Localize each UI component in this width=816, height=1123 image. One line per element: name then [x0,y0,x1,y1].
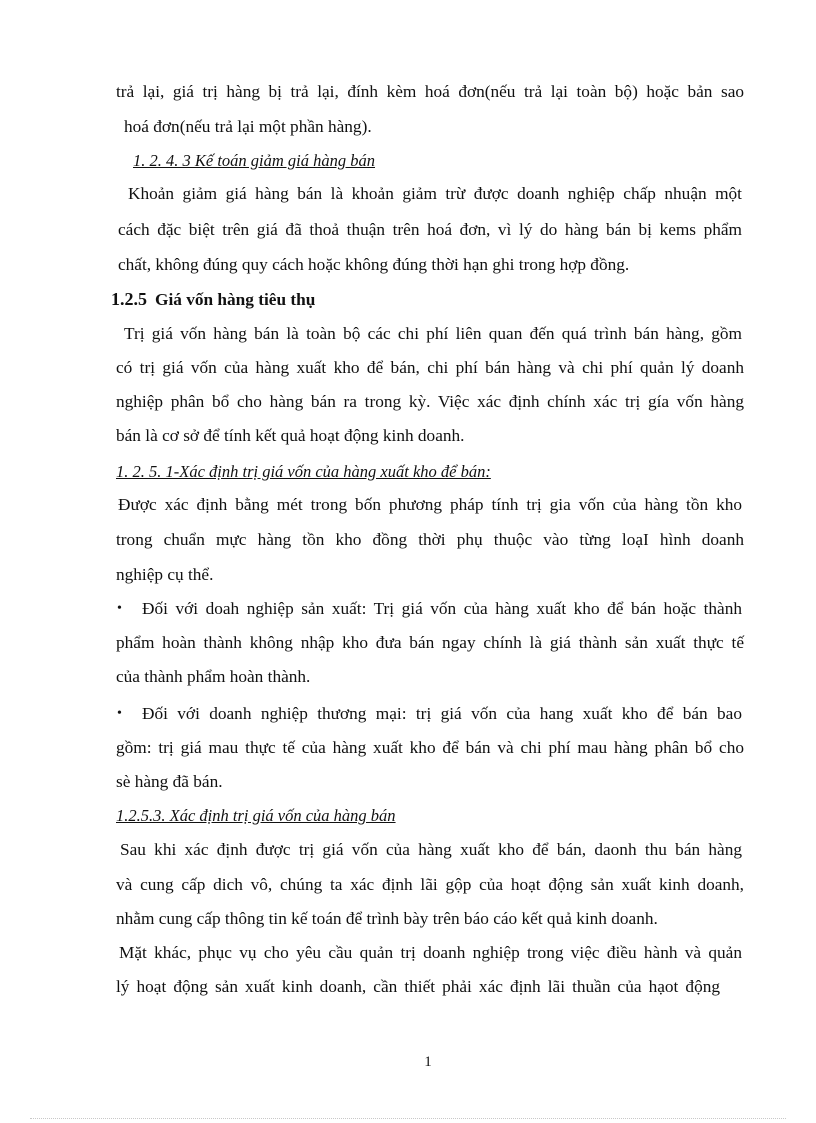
body-line: nghiệp phân bổ cho hàng bán ra trong kỳ. Việc xác định chính xác trị gía vốn hàng [116,392,744,411]
body-line: chất, không đúng quy cách hoặc không đúng thời hạn ghi trong hợp đồng. [118,255,630,274]
body-line: lý hoạt động sản xuất kinh doanh, cần thiết phải xác định lãi thuần của hạot động [116,977,720,996]
section-number: 1.2.5 [111,289,147,309]
bullet-icon: • [117,706,122,721]
section-title: Giá vốn hàng tiêu thụ [155,290,316,309]
body-line: nhằm cung cấp thông tin kế toán để trình bày trên báo cáo kết quả kinh doanh. [116,909,658,928]
section-heading-1-2-5-3: 1.2.5.3. Xác định trị giá vốn của hàng bán [116,806,396,825]
body-line: có trị giá vốn của hàng xuất kho để bán, chi phí bán hàng và chi phí quản lý doanh [116,358,744,377]
body-line: trong chuẩn mực hàng tồn kho đồng thời phụ thuộc vào từng loạI hình doanh [116,530,744,549]
body-line: cách đặc biệt trên giá đã thoả thuận trên hoá đơn, vì lý do hàng bán bị kems phẩm [118,220,742,239]
section-heading-1-2-5 [111,288,739,311]
body-line: gồm: trị giá mau thực tế của hàng xuất kho để bán và chi phí mau hàng phân bổ cho [116,738,744,757]
body-line: nghiệp cụ thể. [116,565,214,584]
section-heading-1-2-4-3: 1. 2. 4. 3 Kế toán giảm giá hàng bán [133,151,375,170]
footer-divider [30,1118,786,1119]
bullet-icon: • [117,601,122,616]
body-line: sè hàng đã bán. [116,772,223,791]
body-line: Khoản giảm giá hàng bán là khoản giảm trừ được doanh nghiệp chấp nhuận một [128,184,742,203]
body-line: Trị giá vốn hàng bán là toàn bộ các chi phí liên quan đến quá trình bán hàng, gồm [124,324,742,343]
body-line: phẩm hoàn thành không nhập kho đưa bán ngay chính là giá thành sản xuất thực tế [116,633,744,652]
body-line: trả lại, giá trị hàng bị trả lại, đính kèm hoá đơn(nếu trả lại toàn bộ) hoặc bản sao [116,82,744,101]
body-line: Sau khi xác định được trị giá vốn của hàng xuất kho để bán, daonh thu bán hàng [120,840,742,859]
body-line: Mặt khác, phục vụ cho yêu cầu quản trị doanh nghiệp trong việc điều hành và quản [119,943,742,962]
body-line: hoá đơn(nếu trả lại một phần hàng). [124,117,372,136]
body-line: Được xác định bằng mét trong bốn phương pháp tính trị gia vốn của hàng tồn kho [118,495,742,514]
page-number: 1 [424,1054,432,1070]
body-line: bán là cơ sở để tính kết quả hoạt động kinh doanh. [116,426,465,445]
list-item: Đối với doah nghiệp sản xuất: Trị giá vốn của hàng xuất kho để bán hoặc thành [142,599,742,618]
body-line: và cung cấp dich vô, chúng ta xác định lãi gộp của hoạt động sản xuất kinh doanh, [116,875,744,894]
list-item: Đối với doanh nghiệp thương mại: trị giá vốn của hang xuất kho để bán bao [142,704,742,723]
body-line: của thành phẩm hoàn thành. [116,667,311,686]
section-heading-1-2-5-1: 1. 2. 5. 1-Xác định trị giá vốn của hàng xuất kho để bán: [116,462,491,481]
